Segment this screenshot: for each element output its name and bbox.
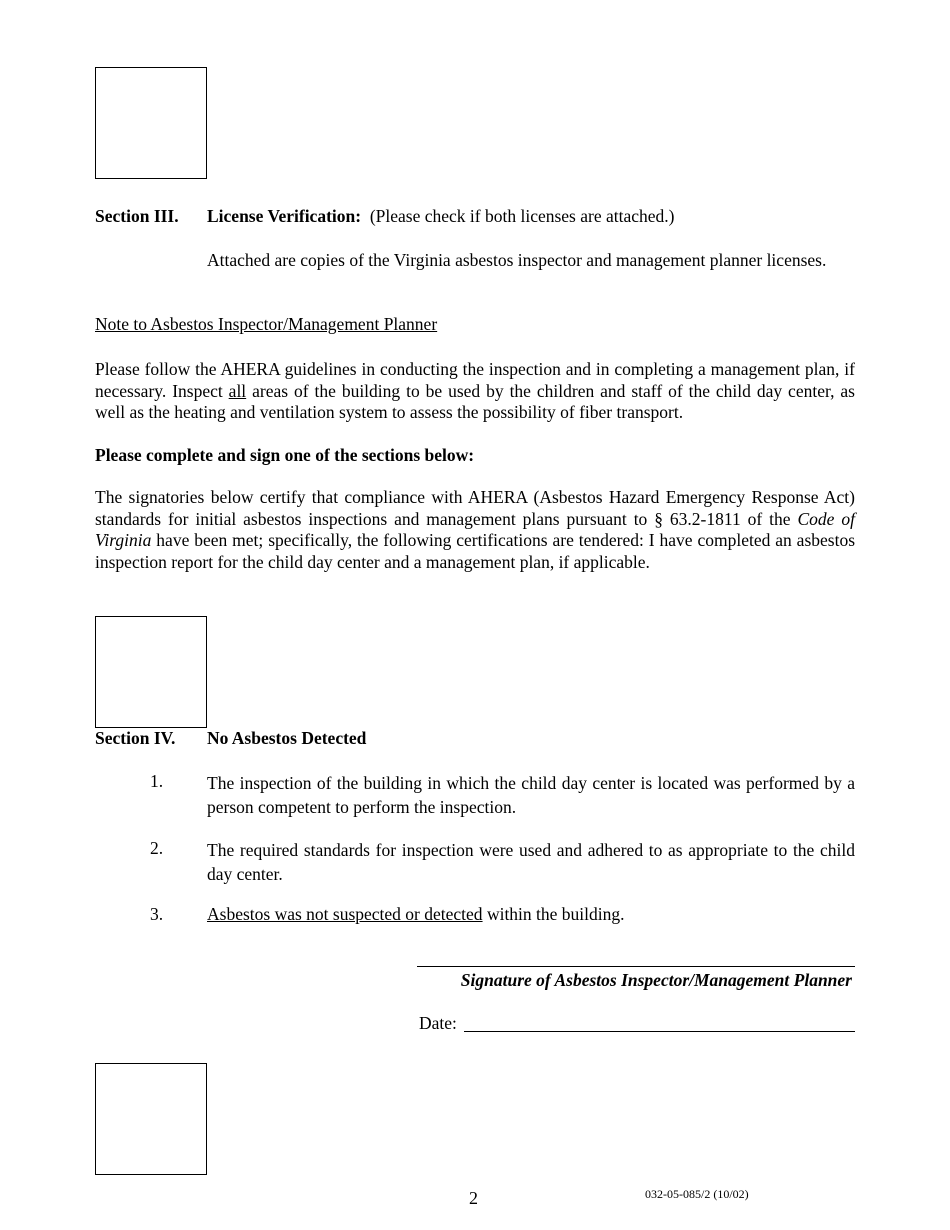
section4-item-3-number: 3. xyxy=(150,904,164,924)
complete-sign-heading: Please complete and sign one of the sections below: xyxy=(95,445,475,465)
section4-title: No Asbestos Detected xyxy=(207,728,367,748)
form-code: 032-05-085/2 (10/02) xyxy=(645,1187,749,1201)
section4-item-3-text xyxy=(207,904,625,925)
note-paragraph xyxy=(95,359,855,424)
section3-number: Section III. xyxy=(95,206,179,226)
page-number: 2 xyxy=(469,1188,478,1208)
signature-line[interactable] xyxy=(417,966,855,967)
section4-item-2-text: The required standards for inspection were used and adhered to as appropriate to the child day center. xyxy=(207,840,855,884)
no-asbestos-checkbox[interactable] xyxy=(95,616,207,728)
checkbox-3[interactable] xyxy=(95,1063,207,1175)
section4-item-1-text: The inspection of the building in which the child day center is located was performed by a person competent to perform the inspection. xyxy=(207,773,855,817)
date-label: Date: xyxy=(419,1013,457,1033)
license-checkbox[interactable] xyxy=(95,67,207,179)
signature-label: Signature of Asbestos Inspector/Management Planner xyxy=(460,970,852,990)
cert-text-1: The signatories below certify that compliance with AHERA (Asbestos Hazard Emergency Response Act) standards for initial asbestos inspections and management plans pursuant to § 63.2-1811 of the xyxy=(95,487,855,529)
section4-item-1-number: 1. xyxy=(150,771,164,791)
section4-item-2-number: 2. xyxy=(150,838,164,858)
note-text-2: areas of the building to be used by the children and staff of the child day center, as well as the heating and ventilation system to assess the possibility of fiber transport. xyxy=(95,380,855,422)
item3-rest: within the building. xyxy=(482,904,625,924)
section3-instruction: (Please check if both licenses are attached.) xyxy=(369,206,675,226)
date-line[interactable] xyxy=(464,1031,855,1032)
section3-attached-text: Attached are copies of the Virginia asbestos inspector and management planner licenses. xyxy=(207,250,827,270)
section4-number: Section IV. xyxy=(95,728,176,748)
item3-underlined: Asbestos was not suspected or detected xyxy=(207,904,483,924)
note-text-underlined: all xyxy=(228,380,247,401)
section3-title: License Verification: xyxy=(207,206,362,226)
note-heading: Note to Asbestos Inspector/Management Planner xyxy=(95,314,438,334)
certification-paragraph xyxy=(95,487,855,573)
cert-text-2: have been met; specifically, the following certifications are tendered: I have completed an asbestos inspection report for the child day center and a management plan, if applicable. xyxy=(95,530,855,572)
cert-text-italic: Code of Virginia xyxy=(95,508,855,550)
section3-heading xyxy=(207,206,674,227)
note-text-1: Please follow the AHERA guidelines in conducting the inspection and in completing a management plan, if necessary. Inspect xyxy=(95,359,855,401)
